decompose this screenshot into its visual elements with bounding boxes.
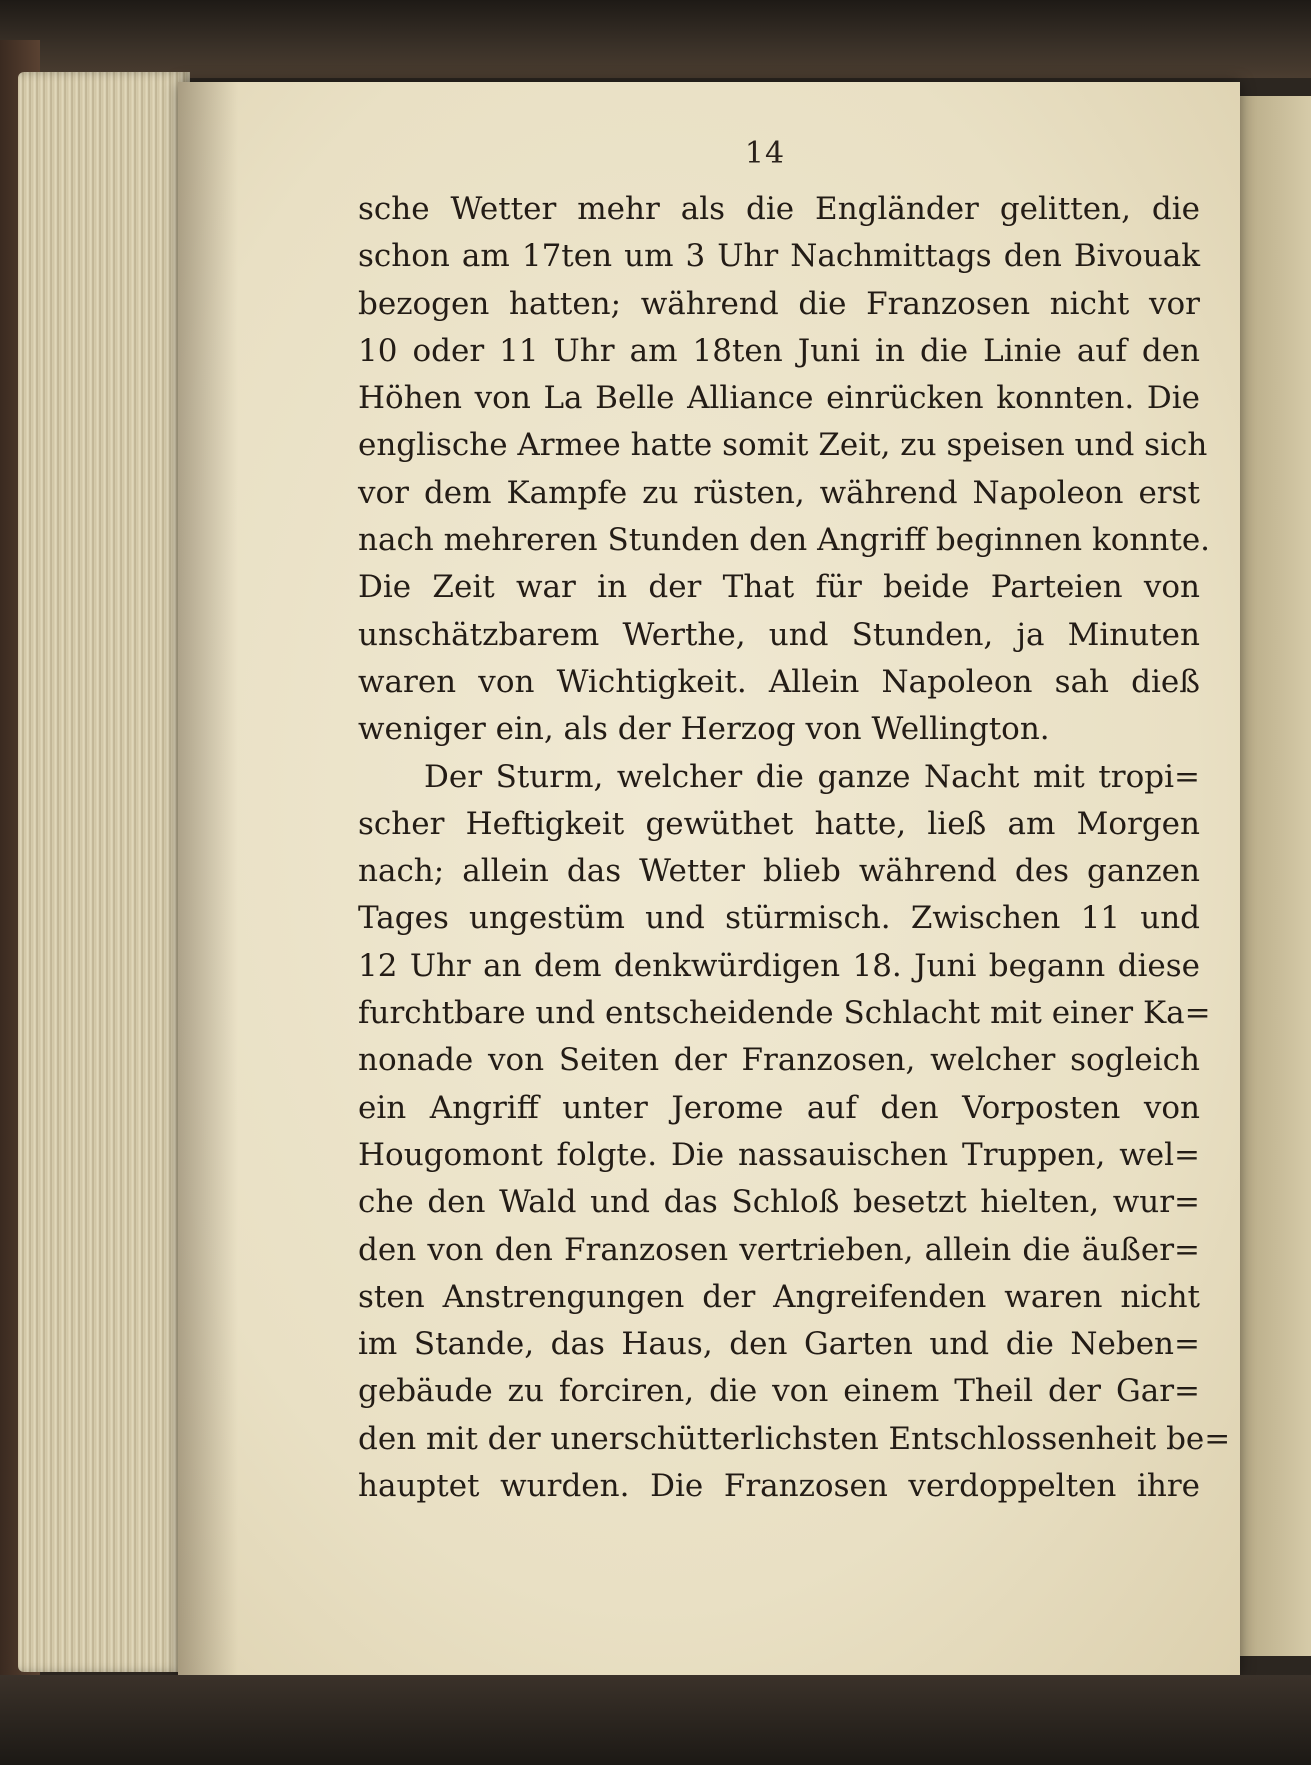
text-line: ein Angriff unter Jerome auf den Vorposten von (358, 1089, 1200, 1126)
page-number: 14 (744, 136, 786, 171)
text-line: nonade von Seiten der Franzosen, welcher sogleich (358, 1042, 1200, 1079)
text-line: nach; allein das Wetter blieb während des ganzen (358, 853, 1200, 890)
text-line: Hougomont folgte. Die nassauischen Truppen, wel= (358, 1136, 1200, 1173)
facing-page-edge (1240, 96, 1311, 1656)
text-line: nach mehreren Stunden den Angriff beginnen konnte. (358, 522, 1211, 559)
text-line: che den Wald und das Schloß besetzt hielten, wur= (358, 1184, 1200, 1221)
book-bottom-edge (0, 1675, 1311, 1765)
text-line: sten Anstrengungen der Angreifenden waren nicht (358, 1278, 1200, 1315)
gutter-shadow (178, 82, 238, 1677)
text-line: englische Armee hatte somit Zeit, zu speisen und sich (358, 427, 1208, 464)
text-line: 12 Uhr an dem denkwürdigen 18. Juni begann diese (358, 947, 1200, 984)
text-line: den von den Franzosen vertrieben, allein die äußer= (358, 1231, 1200, 1268)
text-line: 10 oder 11 Uhr am 18ten Juni in die Linie auf den (358, 332, 1200, 369)
text-line: bezogen hatten; während die Franzosen nicht vor (358, 285, 1200, 322)
text-line: Die Zeit war in der That für beide Parteien von (358, 569, 1200, 606)
body-text (358, 186, 1231, 1510)
text-line: weniger ein, als der Herzog von Wellington. (358, 711, 1050, 748)
text-line: scher Heftigkeit gewüthet hatte, ließ am Morgen (358, 805, 1200, 842)
text-line: sche Wetter mehr als die Engländer gelitten, die (358, 191, 1200, 227)
page-stack-edges (18, 72, 190, 1672)
book-top-edge (0, 0, 1311, 78)
text-line: den mit der unerschütterlichsten Entschlossenheit be= (358, 1420, 1231, 1457)
text-line: gebäude zu forciren, die von einem Theil der Gar= (358, 1373, 1200, 1410)
text-line: im Stande, das Haus, den Garten und die Neben= (358, 1326, 1200, 1363)
text-line: Der Sturm, welcher die ganze Nacht mit tropi= (424, 758, 1200, 795)
text-line: Höhen von La Belle Alliance einrücken konnten. Die (358, 380, 1200, 417)
text-line: Tages ungestüm und stürmisch. Zwischen 11 und (358, 900, 1200, 937)
text-line: waren von Wichtigkeit. Allein Napoleon sah dieß (358, 663, 1200, 700)
text-line: vor dem Kampfe zu rüsten, während Napoleon erst (358, 474, 1200, 511)
text-line: hauptet wurden. Die Franzosen verdoppelten ihre (358, 1468, 1200, 1505)
text-line: schon am 17ten um 3 Uhr Nachmittags den Bivouak (358, 238, 1200, 275)
text-line: furchtbare und entscheidende Schlacht mit einer Ka= (358, 995, 1211, 1032)
text-line: unschätzbarem Werthe, und Stunden, ja Minuten (358, 616, 1200, 653)
